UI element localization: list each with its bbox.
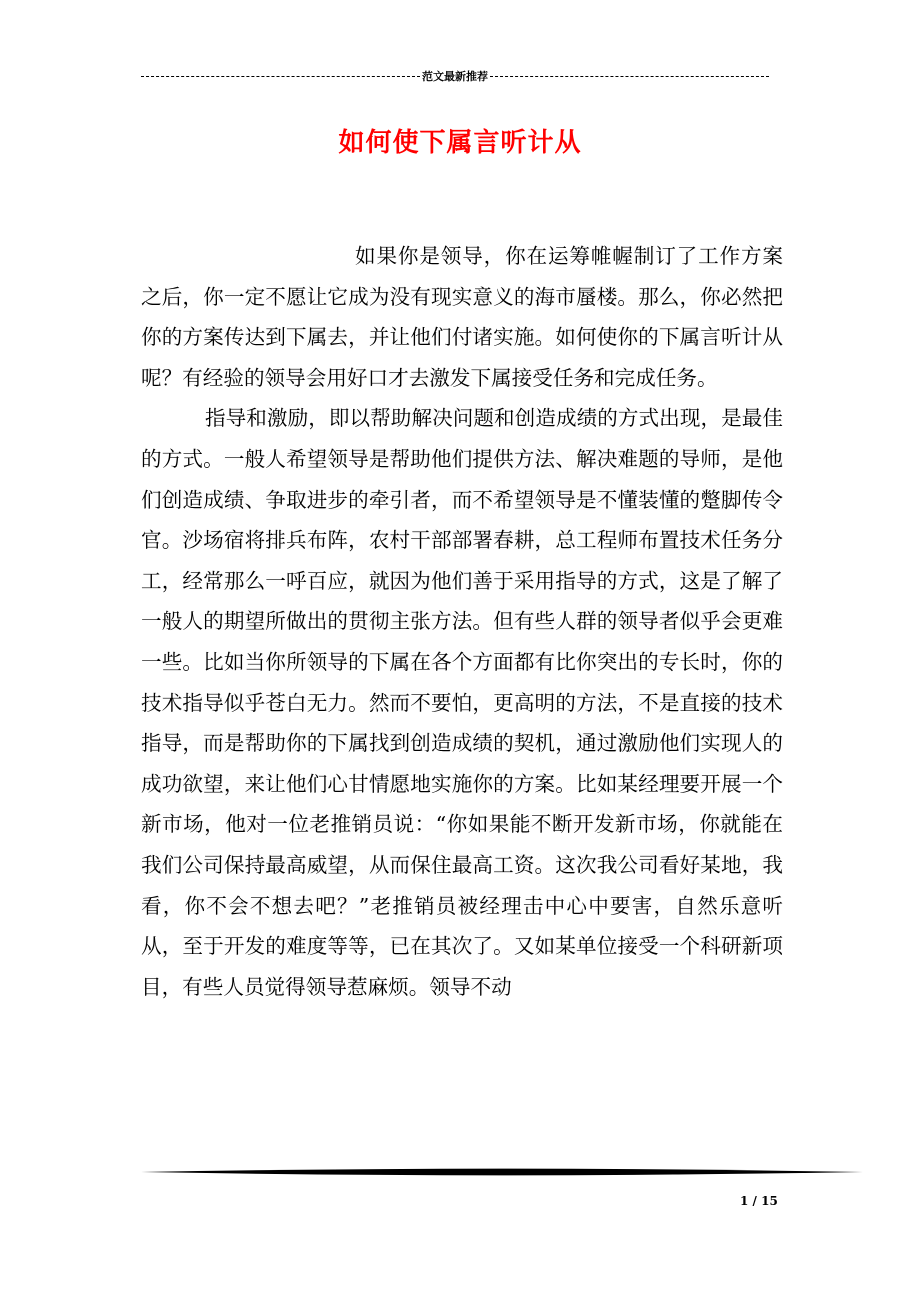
document-body (141, 236, 783, 1007)
document-title: 如何使下属言听计从 (338, 128, 582, 158)
header-label: 范文最新推荐 (422, 70, 488, 83)
paragraph-1: 如果你是领导，你在运筹帷幄制订了工作方案之后，你一定不愿让它成为没有现实意义的海市蜃楼。那么，你必然把你的方案传达到下属去，并让他们付诸实施。如何使你的下属言听计从呢？有经验的领导会用好口才去激发下属接受任务和完成任务。 (141, 244, 783, 390)
header-line (141, 68, 769, 84)
header-dash-left (141, 76, 420, 77)
paragraph-2: 指导和激励，即以帮助解决问题和创造成绩的方式出现，是最佳的方式。一般人希望领导是帮助他们提供方法、解决难题的导师，是他们创造成绩、争取进步的牵引者，而不希望领导是不懂装懂的蹩脚传令官。沙场宿将排兵布阵，农村干部部署春耕，总工程师布置技术任务分工，经常那么一呼百应，就因为他们善于采用指导的方式，这是了解了一般人的期望所做出的贯彻主张方法。但有些人群的领导者似乎会更难一些。比如当你所领导的下属在各个方面都有比你突出的专长时，你的技术指导似乎苍白无力。然而不要怕，更高明的方法，不是直接的技术指导，而是帮助你的下属找到创造成绩的契机，通过激励他们实现人的成功欲望，来让他们心甘情愿地实施你的方案。比如某经理要开展一个新市场，他对一位老推销员说：“你如果能不断开发新市场，你就能在我们公司保持最高威望，从而保住最高工资。这次我公司看好某地，我看，你不会不想去吧？”老推销员被经理击中心中要害，自然乐意听从，至于开发的难度等等，已在其次了。又如某单位接受一个科研新项目，有些人员觉得领导惹麻烦。领导不动 (141, 406, 783, 999)
footer-rule (141, 1168, 863, 1176)
header-dash-right (490, 76, 769, 77)
footer-rule-graphic (141, 1168, 863, 1176)
page-number: 1 / 15 (740, 1194, 778, 1208)
